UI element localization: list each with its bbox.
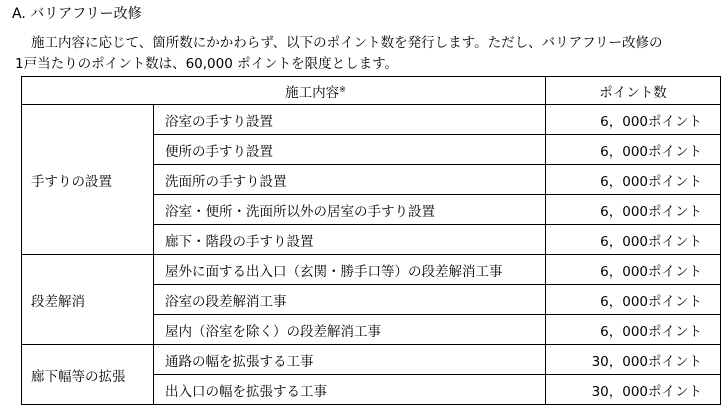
points-cell: 6，000ポイント bbox=[546, 315, 721, 345]
points-cell: 6，000ポイント bbox=[546, 225, 721, 255]
work-item-cell: 便所の手すり設置 bbox=[154, 135, 546, 165]
intro-line: 1戸当たりのポイント数は、60,000 ポイントを限度とします。 bbox=[15, 56, 399, 72]
points-cell: 6，000ポイント bbox=[546, 195, 721, 225]
header-work-label: 施工内容 bbox=[285, 84, 340, 101]
points-cell: 6，000ポイント bbox=[546, 105, 721, 135]
category-cell: 手すりの設置 bbox=[22, 105, 154, 255]
header-points: ポイント数 bbox=[546, 77, 721, 105]
work-item-cell: 浴室・便所・洗面所以外の居室の手すり設置 bbox=[154, 195, 546, 225]
work-item-cell: 浴室の段差解消工事 bbox=[154, 285, 546, 315]
points-cell: 6，000ポイント bbox=[546, 165, 721, 195]
work-item-cell: 通路の幅を拡張する工事 bbox=[154, 345, 546, 375]
points-table bbox=[21, 76, 721, 405]
work-item-cell: 廊下・階段の手すり設置 bbox=[154, 225, 546, 255]
header-note-mark: ※ bbox=[339, 84, 346, 94]
work-item-cell: 浴室の手すり設置 bbox=[154, 105, 546, 135]
table-body bbox=[22, 105, 721, 405]
intro-paragraph bbox=[15, 33, 721, 75]
points-cell: 6，000ポイント bbox=[546, 285, 721, 315]
points-cell: 6，000ポイント bbox=[546, 255, 721, 285]
points-cell: 30，000ポイント bbox=[546, 345, 721, 375]
work-item-cell: 屋外に面する出入口（玄関・勝手口等）の段差解消工事 bbox=[154, 255, 546, 285]
work-item-cell: 洗面所の手すり設置 bbox=[154, 165, 546, 195]
table-row bbox=[22, 345, 721, 375]
table-header-row bbox=[22, 77, 721, 105]
header-work bbox=[22, 77, 546, 105]
work-item-cell: 屋内（浴室を除く）の段差解消工事 bbox=[154, 315, 546, 345]
work-item-cell: 出入口の幅を拡張する工事 bbox=[154, 375, 546, 405]
table-row bbox=[22, 105, 721, 135]
intro-line: 施工内容に応じて、箇所数にかかわらず、以下のポイント数を発行します。ただし、バリアフリー改修の bbox=[31, 35, 663, 51]
category-cell: 段差解消 bbox=[22, 255, 154, 345]
section-heading: A. バリアフリー改修 bbox=[12, 6, 142, 22]
category-cell: 廊下幅等の拡張 bbox=[22, 345, 154, 405]
table-row bbox=[22, 255, 721, 285]
points-cell: 6，000ポイント bbox=[546, 135, 721, 165]
points-cell: 30，000ポイント bbox=[546, 375, 721, 405]
